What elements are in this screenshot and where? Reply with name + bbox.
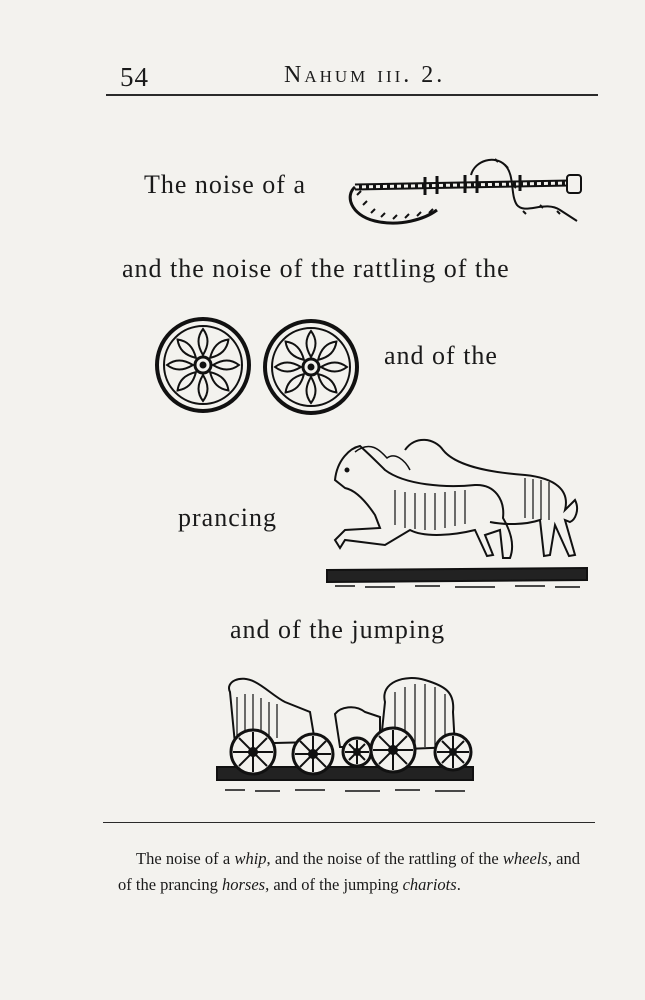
caption-text-5: . xyxy=(456,875,461,894)
wheels-illustration xyxy=(155,315,365,415)
whip-illustration xyxy=(345,155,585,235)
page-header xyxy=(106,56,598,96)
caption xyxy=(118,846,580,898)
caption-horses: horses xyxy=(222,875,266,894)
verse-line-5: and of the jumping xyxy=(230,615,446,644)
caption-text-3: , and of the prancing xyxy=(118,849,580,894)
caption-wheels: wheels xyxy=(502,849,548,868)
caption-whip: whip xyxy=(234,849,267,868)
verse-line-4: prancing xyxy=(178,503,277,532)
caption-chariots: chariots xyxy=(402,875,457,894)
verse-line-2: and the noise of the rattling of the xyxy=(122,254,510,283)
caption-text-1: The noise of a xyxy=(136,849,235,868)
chariots-illustration xyxy=(215,672,475,802)
verse-line-1: The noise of a xyxy=(144,170,307,199)
running-head: Nahum iii. 2. xyxy=(284,62,446,88)
horses-illustration xyxy=(325,430,590,590)
verse-line-3: and of the xyxy=(384,341,498,370)
page-number: 54 xyxy=(120,62,149,92)
header-rule xyxy=(106,94,598,96)
caption-text-2: , and the noise of the rattling of the xyxy=(266,849,503,868)
caption-text-4: , and of the jumping xyxy=(265,875,403,894)
footer-rule xyxy=(103,822,595,823)
